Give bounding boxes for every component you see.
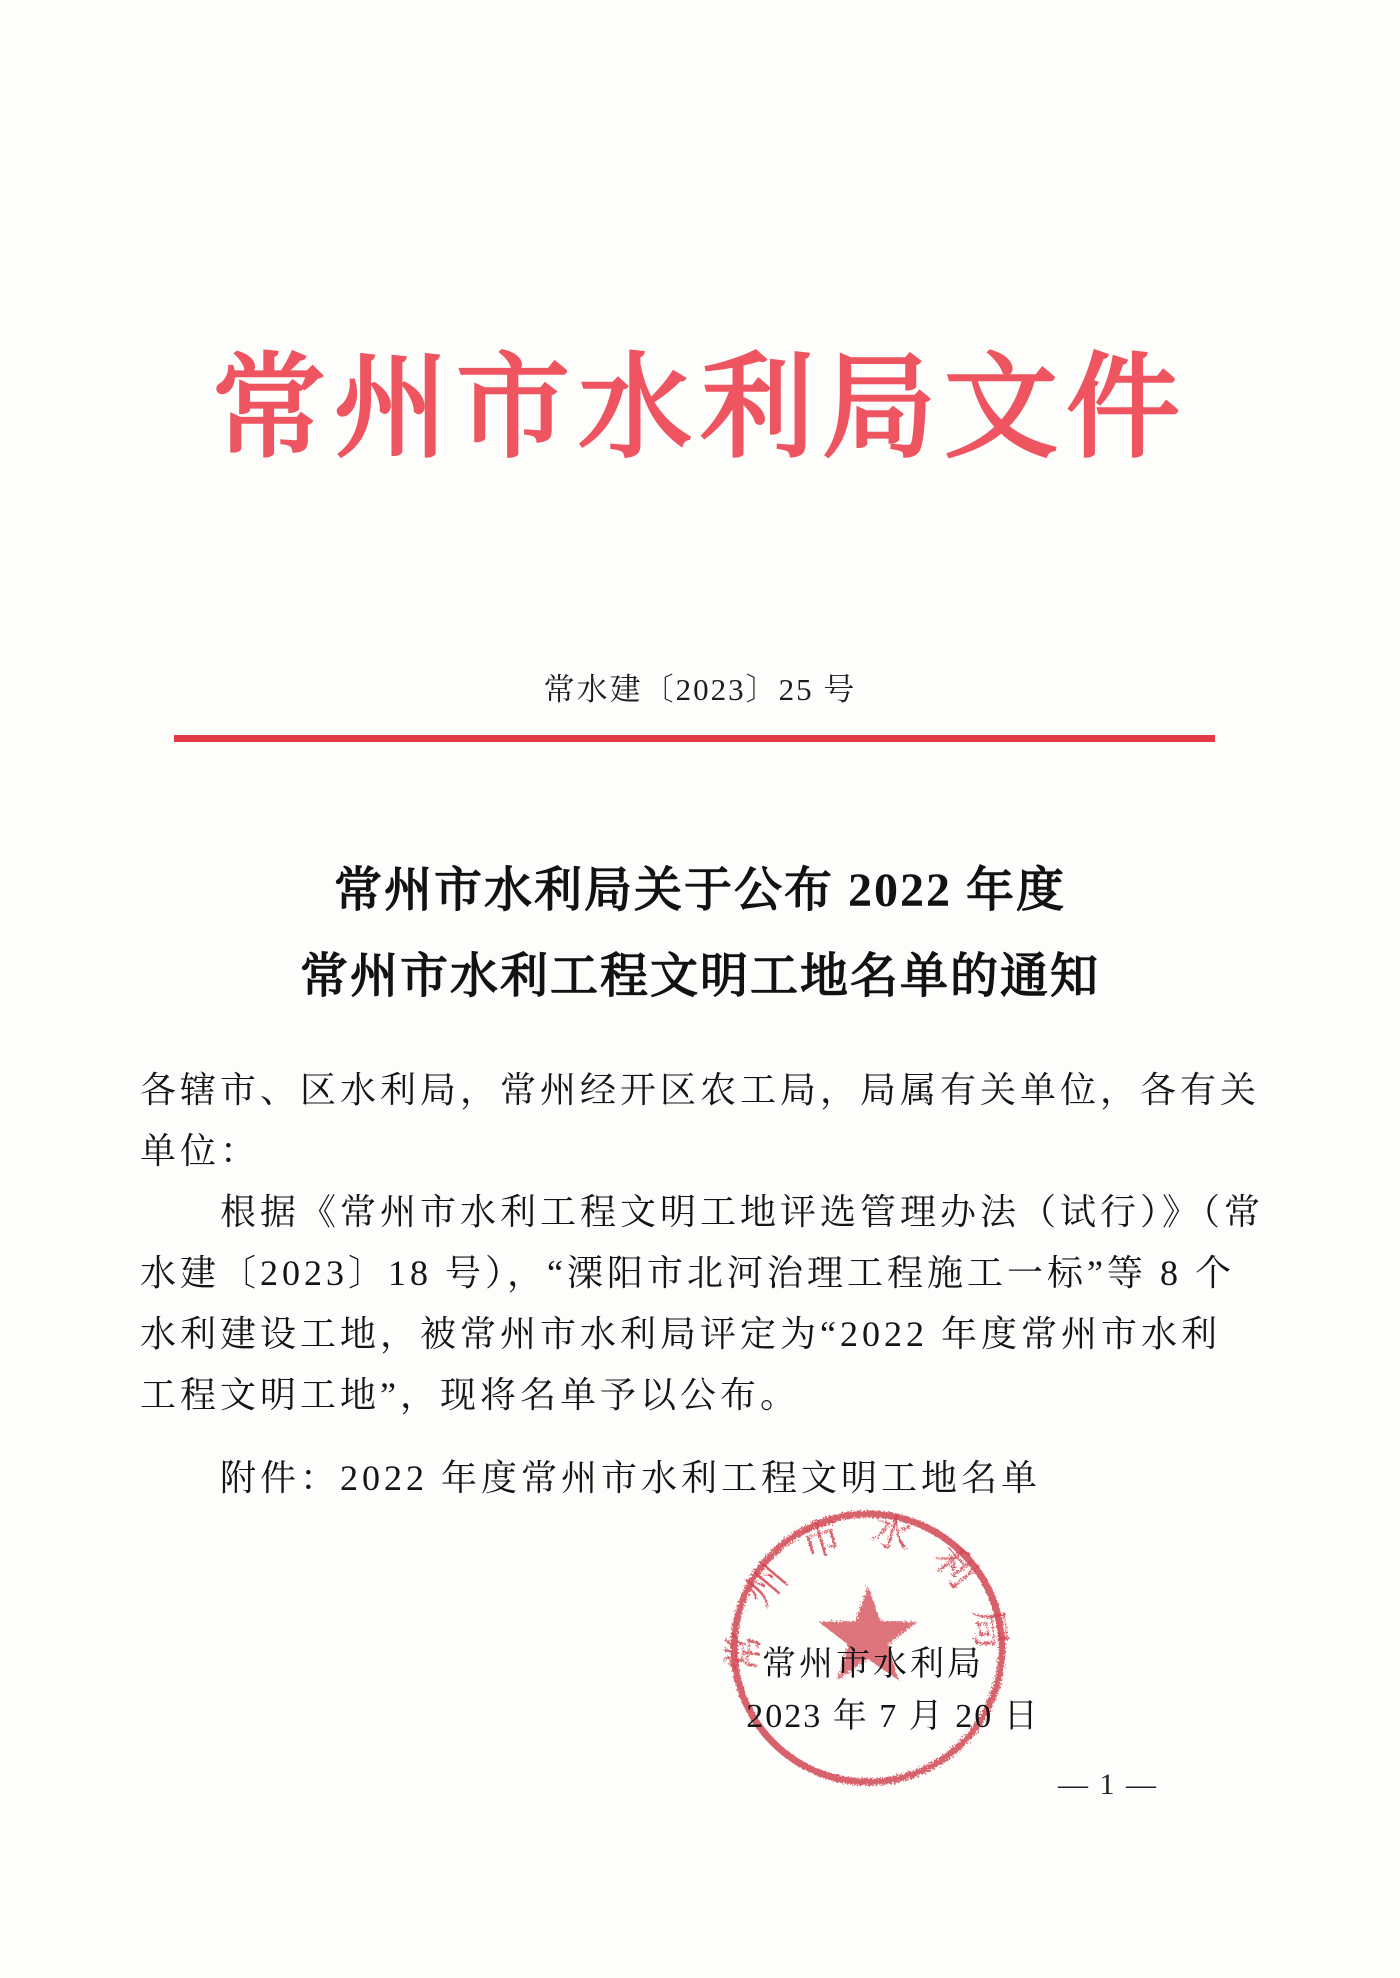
seal-arc-text: 常州市水利局 — [719, 1505, 1017, 1675]
salutation-paragraph — [140, 1060, 1270, 1182]
salutation-line: 各辖市、区水利局，常州经开区农工局，局属有关单位，各有关 — [140, 1070, 1261, 1110]
document-masthead: 常州市水利局文件 — [211, 345, 1188, 472]
document-body — [140, 1060, 1270, 1509]
main-paragraph — [140, 1182, 1270, 1426]
document-number: 常水建〔2023〕25 号 — [543, 672, 857, 707]
signature-org: 常州市水利局 — [762, 1646, 984, 1683]
signature-date: 2023 年 7 月 20 日 — [746, 1698, 1040, 1735]
page-number: — 1 — — [1058, 1768, 1158, 1801]
document-title-line: 常州市水利局关于公布 2022 年度 — [333, 864, 1066, 917]
paragraph-line: 水利建设工地，被常州市水利局评定为“2022 年度常州市水利 — [140, 1314, 1221, 1354]
document-title-line: 常州市水利工程文明工地名单的通知 — [299, 950, 1100, 1003]
paragraph-line: 根据《常州市水利工程文明工地评选管理办法（试行）》（常 — [140, 1192, 1265, 1232]
salutation-line: 单位： — [140, 1131, 261, 1171]
attachment-line: 附件：2022 年度常州市水利工程文明工地名单 — [140, 1458, 1042, 1498]
red-divider-line — [174, 735, 1215, 742]
paragraph-line: 水建〔2023〕18 号），“溧阳市北河治理工程施工一标”等 8 个 — [140, 1253, 1235, 1293]
paragraph-line: 工程文明工地”，现将名单予以公布。 — [140, 1375, 800, 1415]
document-title — [0, 848, 1400, 1020]
